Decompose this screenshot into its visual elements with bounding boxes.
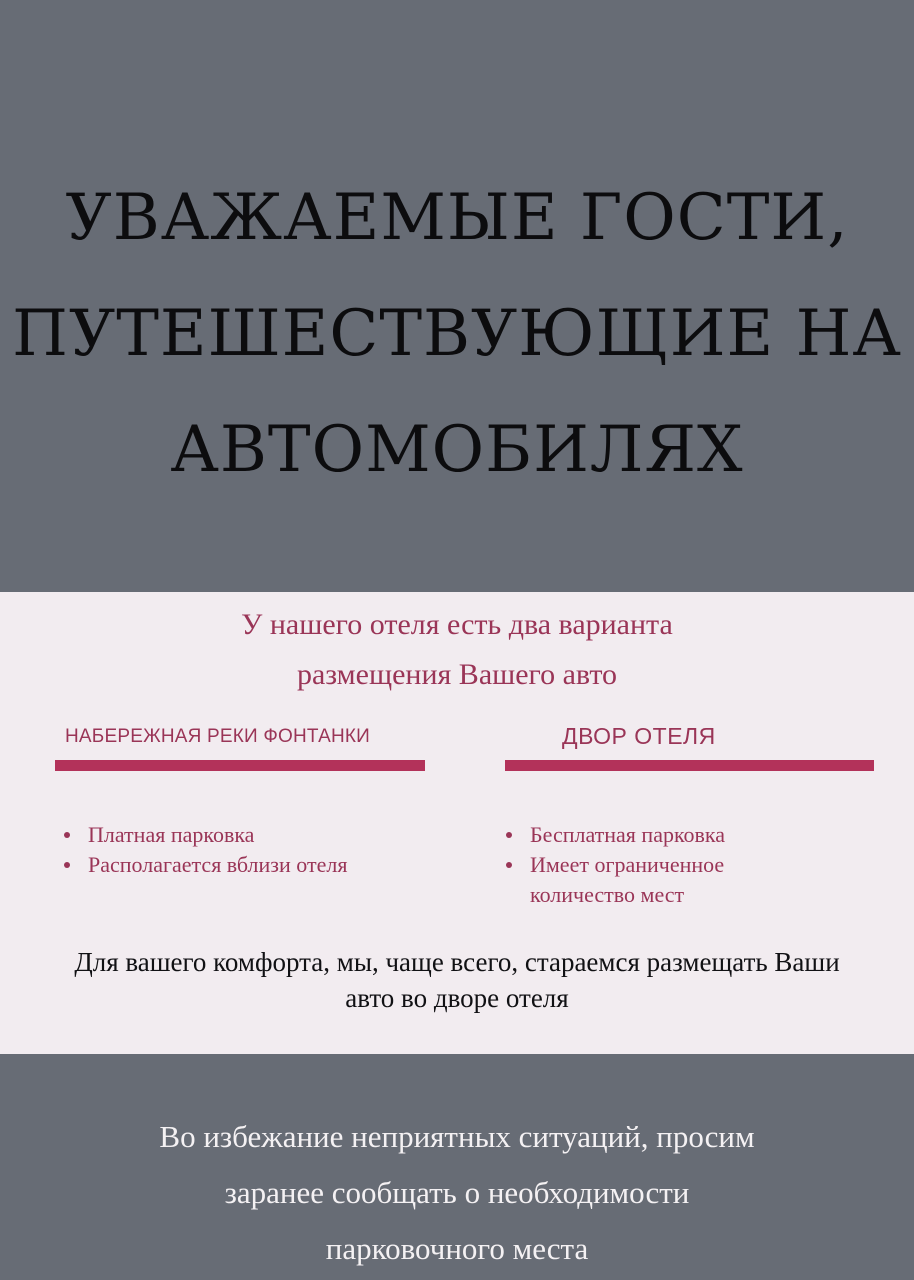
comfort-note — [0, 944, 914, 1016]
comfort-line-2: авто во дворе отеля — [345, 983, 569, 1013]
list-item — [504, 850, 790, 910]
list-item — [62, 850, 422, 880]
list-item-text: Бесплатная парковка — [530, 822, 726, 847]
intro-line-1: У нашего отеля есть два варианта — [241, 608, 673, 641]
header-band — [0, 0, 914, 592]
notice-line-3: парковочного места — [325, 1231, 589, 1266]
bullet-icon — [64, 832, 70, 838]
list-item — [504, 820, 884, 850]
list-item — [62, 820, 422, 850]
option-list-courtyard — [504, 820, 884, 910]
list-item-text: Имеет ограниченное количество мест — [530, 852, 725, 907]
bullet-icon — [506, 832, 512, 838]
option-list-embankment — [62, 820, 422, 880]
bullet-icon — [64, 862, 70, 868]
list-item-text: Платная парковка — [88, 822, 255, 847]
title-line-3: АВТОМОБИЛЯХ — [170, 413, 744, 487]
notice-text — [0, 1109, 914, 1277]
title-line-2: ПУТЕШЕСТВУЮЩИЕ НА — [12, 297, 902, 371]
list-item-text: Располагается вблизи отеля — [88, 852, 348, 877]
notice-line-2: заранее сообщать о необходимости — [224, 1175, 690, 1210]
intro-text — [0, 600, 914, 700]
title-line-1: УВАЖАЕМЫЕ ГОСТИ, — [65, 181, 849, 255]
divider-embankment — [55, 760, 425, 771]
parking-options-panel — [0, 592, 914, 1054]
footer-band — [0, 1054, 914, 1280]
comfort-line-1: Для вашего комфорта, мы, чаще всего, стараемся размещать Ваши — [74, 947, 840, 977]
divider-courtyard — [505, 760, 874, 771]
option-heading-embankment: НАБЕРЕЖНАЯ РЕКИ ФОНТАНКИ — [65, 726, 371, 747]
notice-line-1: Во избежание неприятных ситуаций, просим — [159, 1119, 755, 1154]
bullet-icon — [506, 862, 512, 868]
intro-line-2: размещения Вашего авто — [296, 658, 618, 691]
page-title — [0, 160, 914, 508]
option-heading-courtyard: ДВОР ОТЕЛЯ — [562, 723, 716, 749]
